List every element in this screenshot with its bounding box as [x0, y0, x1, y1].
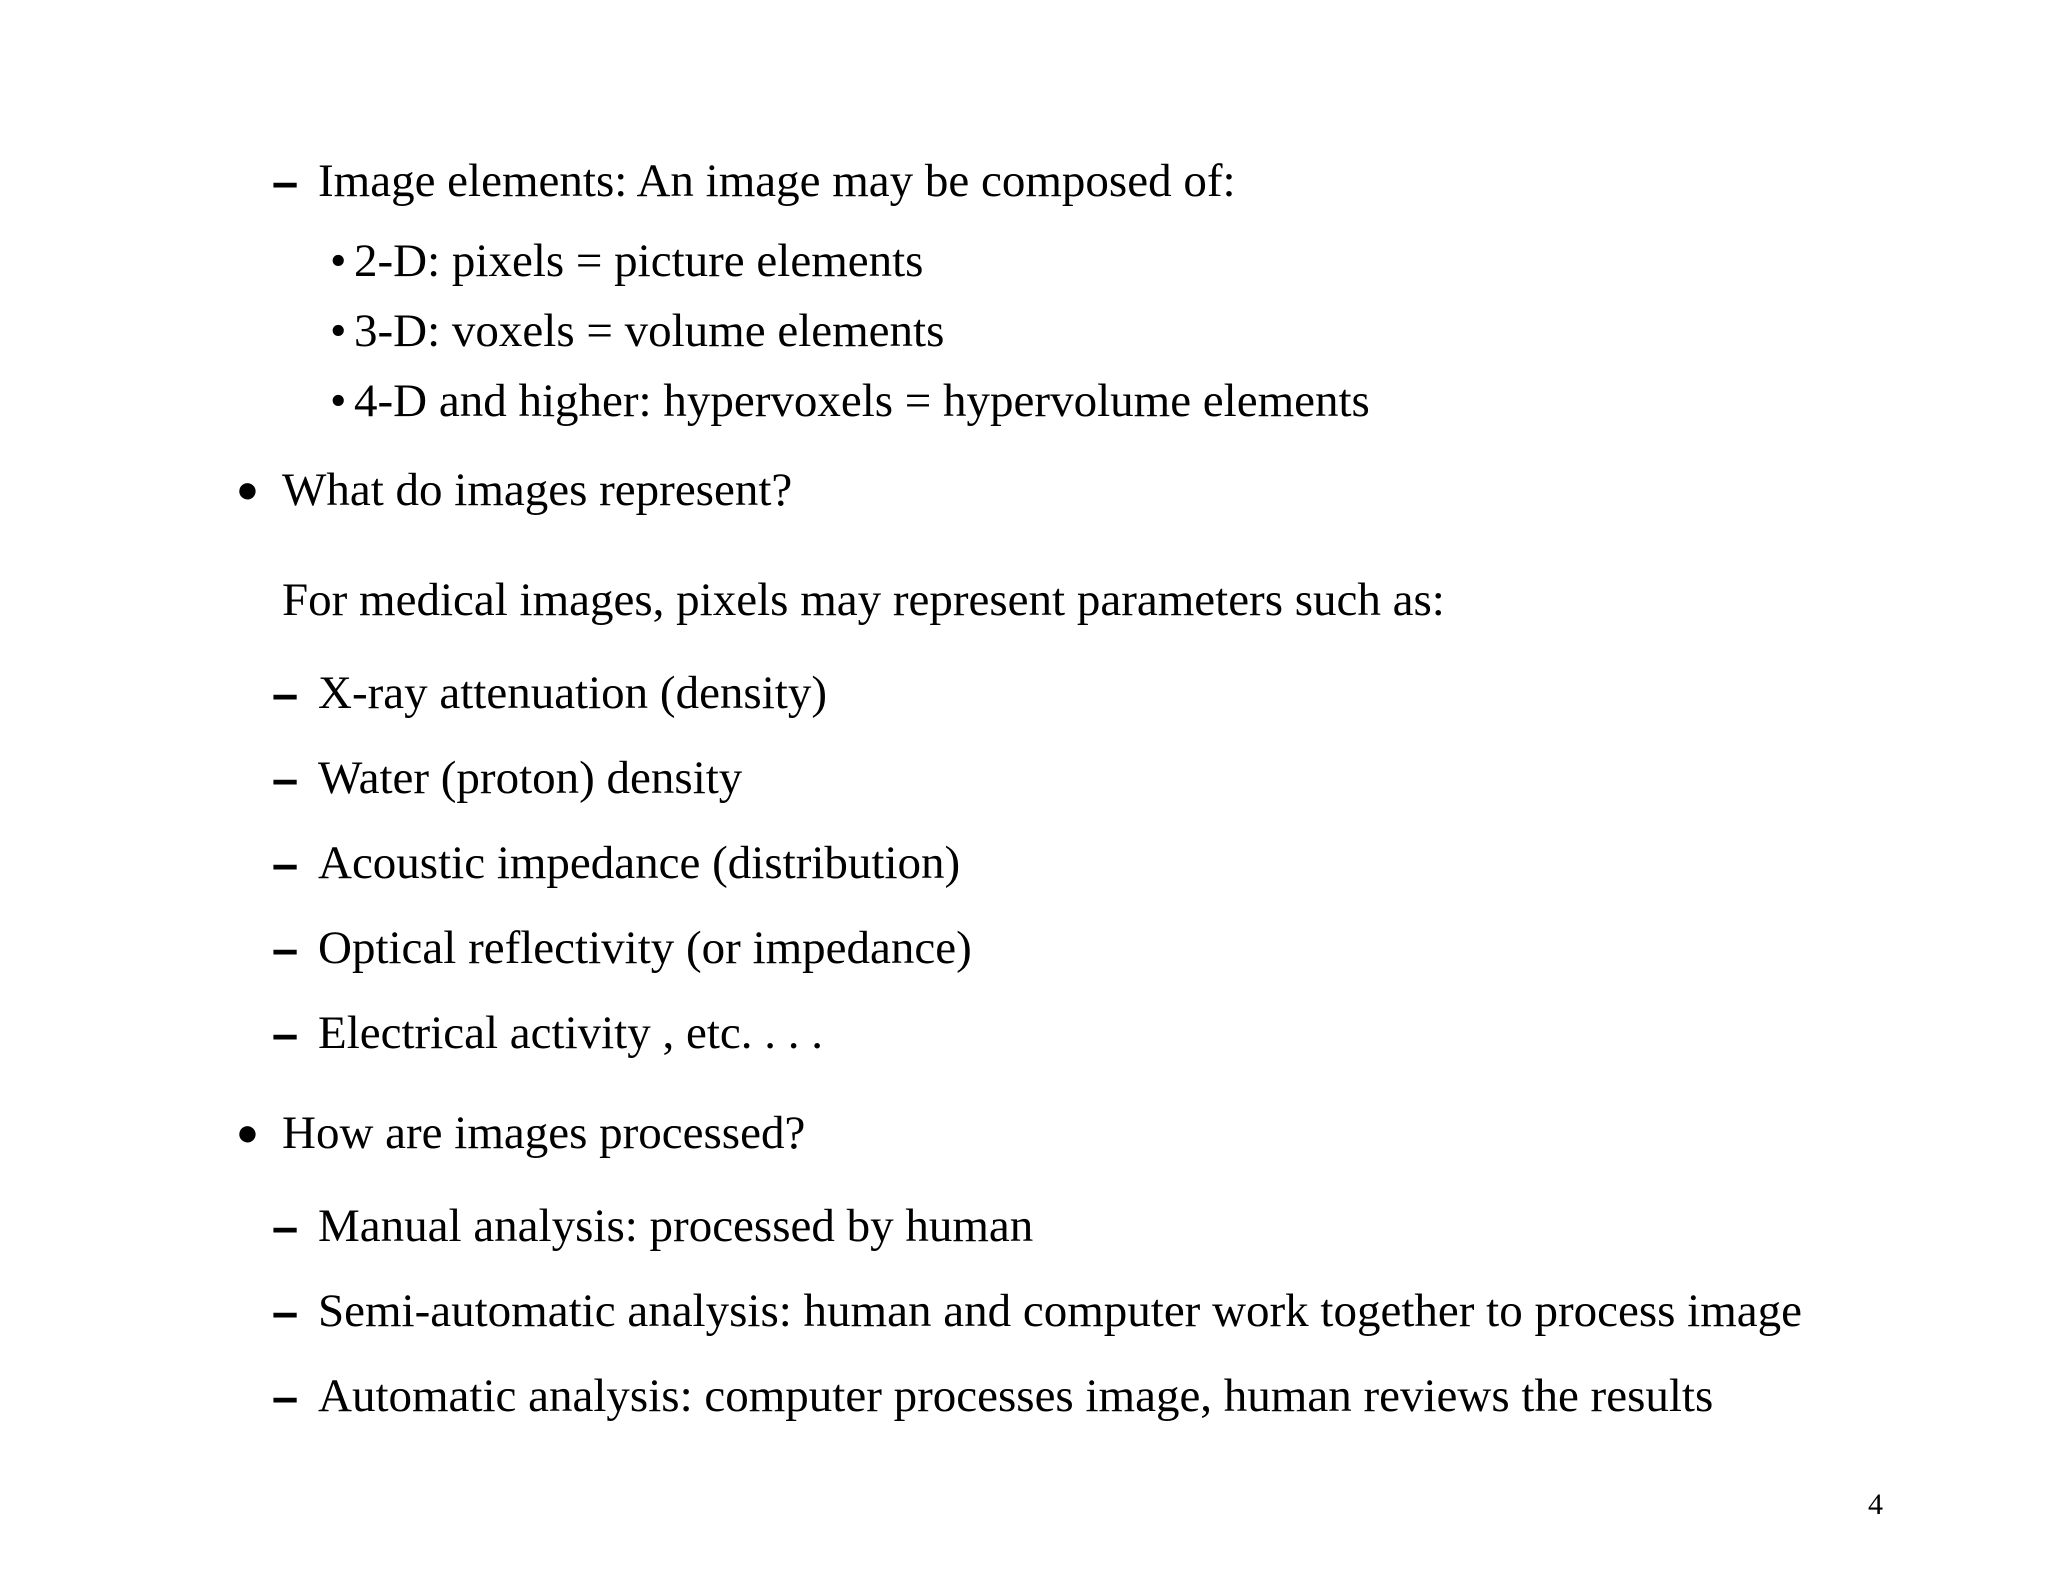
- sub-bullet-text: 2-D: pixels = picture elements: [354, 235, 924, 287]
- parameter-text: Electrical activity , etc. . . .: [318, 1007, 824, 1059]
- bullet-marker: ●: [236, 469, 259, 511]
- page-number: 4: [1868, 1488, 1883, 1521]
- dash-marker: –: [272, 155, 299, 208]
- sub-bullet-marker: •: [330, 305, 347, 357]
- bullet-marker: ●: [236, 1112, 259, 1154]
- dash-marker: –: [272, 1285, 299, 1338]
- parameter-text: Optical reflectivity (or impedance): [318, 922, 972, 974]
- medical-intro-text: For medical images, pixels may represent parameters such as:: [282, 574, 1445, 626]
- dash-marker: –: [272, 1370, 299, 1423]
- parameter-text: X-ray attenuation (density): [318, 667, 827, 719]
- dash-marker: –: [272, 922, 299, 975]
- sub-bullet-marker: •: [330, 235, 347, 287]
- sub-bullet-marker: •: [330, 375, 347, 427]
- processing-text: Automatic analysis: computer processes image, human reviews the results: [318, 1370, 1714, 1422]
- question-text: How are images processed?: [282, 1107, 806, 1159]
- parameter-text: Acoustic impedance (distribution): [318, 837, 961, 889]
- dash-marker: –: [272, 837, 299, 890]
- processing-text: Manual analysis: processed by human: [318, 1200, 1034, 1252]
- image-elements-heading: Image elements: An image may be composed of:: [318, 155, 1236, 207]
- question-text: What do images represent?: [282, 464, 793, 516]
- dash-marker: –: [272, 752, 299, 805]
- sub-bullet-text: 4-D and higher: hypervoxels = hypervolume elements: [354, 375, 1370, 427]
- parameter-text: Water (proton) density: [318, 752, 743, 804]
- dash-marker: –: [272, 667, 299, 720]
- sub-bullet-text: 3-D: voxels = volume elements: [354, 305, 945, 357]
- processing-text: Semi-automatic analysis: human and computer work together to process image: [318, 1285, 1803, 1337]
- dash-marker: –: [272, 1007, 299, 1060]
- dash-marker: –: [272, 1200, 299, 1253]
